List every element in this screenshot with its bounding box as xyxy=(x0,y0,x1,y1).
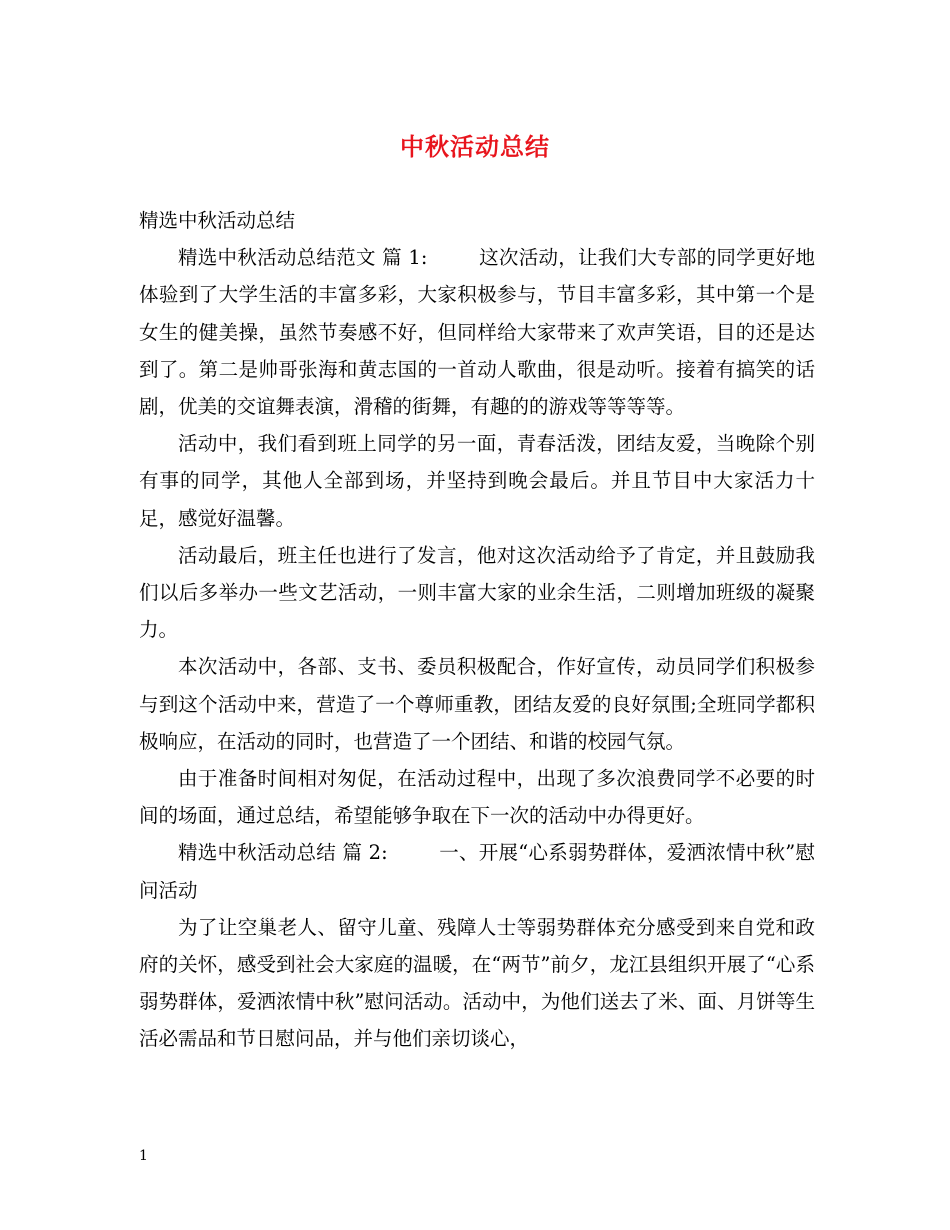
paragraph: 活动中，我们看到班上同学的另一面，青春活泼，团结友爱，当晚除个别有事的同学，其他人全部到场，并坚持到晚会最后。并且节目中大家活力十足，感觉好温馨。 xyxy=(139,432,815,530)
paragraph: 由于准备时间相对匆促，在活动过程中，出现了多次浪费同学不必要的时间的场面，通过总结，希望能够争取在下一次的活动中办得更好。 xyxy=(139,767,815,828)
paragraph: 精选中秋活动总结范文 篇 1: 这次活动，让我们大专部的同学更好地体验到了大学生活的丰富多彩，大家积极参与，节目丰富多彩，其中第一个是女生的健美操，虽然节奏感不好，但同样给大家带来了欢声笑语，目的还是达到了。第二是帅哥张海和黄志国的一首动人歌曲，很是动听。接着有搞笑的话剧，优美的交谊舞表演，滑稽的街舞，有趣的的游戏等等等等。 xyxy=(139,246,815,419)
paragraph: 活动最后，班主任也进行了发言，他对这次活动给予了肯定，并且鼓励我们以后多举办一些文艺活动，一则丰富大家的业余生活，二则增加班级的凝聚力。 xyxy=(139,543,815,642)
paragraph: 本次活动中，各部、支书、委员积极配合，作好宣传，动员同学们积极参与到这个活动中来，营造了一个尊师重教，团结友爱的良好氛围;全班同学都积极响应，在活动的同时，也营造了一个团结、和谐的校园气氛。 xyxy=(139,655,815,753)
document-body xyxy=(139,202,815,1058)
document-title: 中秋活动总结 xyxy=(400,133,550,161)
paragraph: 精选中秋活动总结 篇 2: 一、开展“心系弱势群体，爱洒浓情中秋”慰问活动 xyxy=(139,841,815,902)
page-number: 1 xyxy=(139,1148,148,1164)
section-heading: 精选中秋活动总结 xyxy=(139,209,296,232)
paragraph: 为了让空巢老人、留守儿童、残障人士等弱势群体充分感受到来自党和政府的关怀，感受到社会大家庭的温暖，在“两节”前夕，龙江县组织开展了“心系弱势群体，爱洒浓情中秋”慰问活动。活动中，为他们送去了米、面、月饼等生活必需品和节日慰问品，并与他们亲切谈心， xyxy=(139,915,815,1051)
